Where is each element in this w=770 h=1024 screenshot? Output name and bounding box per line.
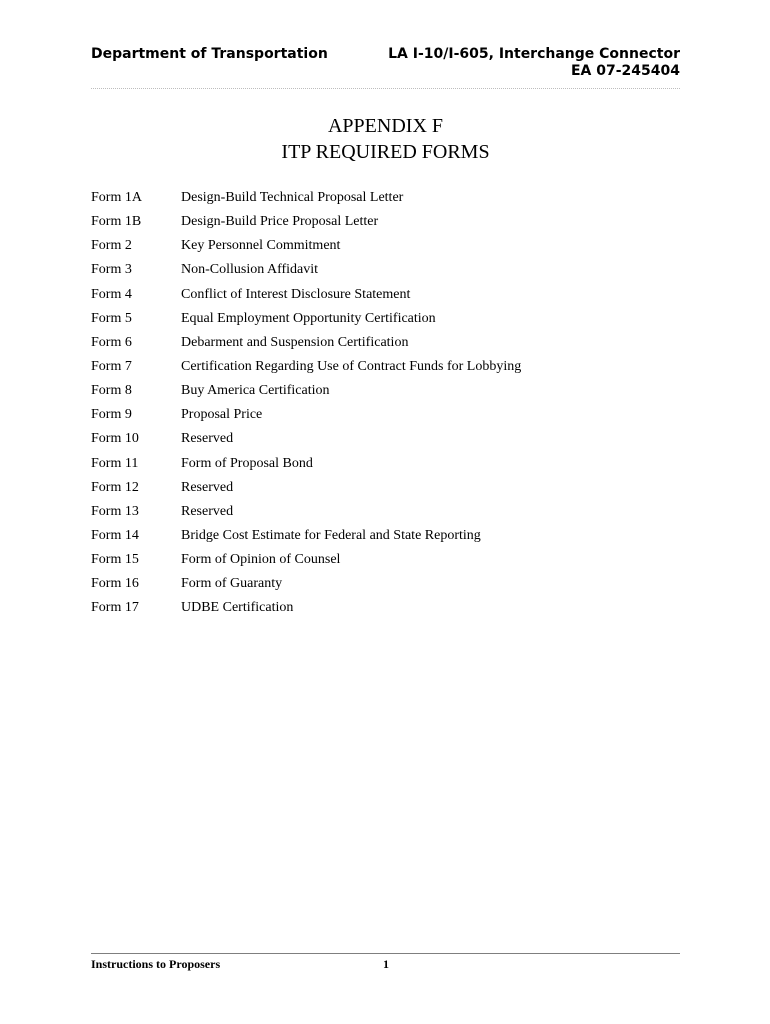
form-title: Reserved <box>181 503 234 519</box>
form-row <box>91 548 680 572</box>
form-row <box>91 307 680 331</box>
header-project-block <box>388 46 680 80</box>
form-title: Proposal Price <box>181 407 263 423</box>
form-title: Design-Build Price Proposal Letter <box>181 214 379 230</box>
form-number: Form 17 <box>91 600 139 616</box>
header-department: Department of Transportation <box>91 46 328 62</box>
form-number: Form 16 <box>91 576 139 592</box>
form-title: Conflict of Interest Disclosure Statement <box>181 286 411 302</box>
form-row <box>91 283 680 307</box>
form-number: Form 4 <box>91 286 132 302</box>
form-row <box>91 500 680 524</box>
form-row <box>91 596 680 620</box>
page-header <box>91 44 680 88</box>
form-title: Key Personnel Commitment <box>181 238 341 254</box>
form-number: Form 7 <box>91 358 132 374</box>
header-project: LA I-10/I-605, Interchange Connector <box>388 46 680 62</box>
footer-page-number: 1 <box>383 957 389 971</box>
form-number: Form 5 <box>91 310 132 326</box>
form-title: Reserved <box>181 479 234 495</box>
form-row <box>91 210 680 234</box>
form-row <box>91 524 680 548</box>
form-row <box>91 186 680 210</box>
form-row <box>91 258 680 282</box>
form-row <box>91 452 680 476</box>
form-title: Form of Proposal Bond <box>181 455 313 471</box>
form-row <box>91 476 680 500</box>
form-row <box>91 331 680 355</box>
appendix-title: APPENDIX F <box>327 115 444 137</box>
form-row <box>91 427 680 451</box>
form-number: Form 1A <box>91 190 142 205</box>
form-number: Form 1B <box>91 214 142 230</box>
form-title: Design-Build Technical Proposal Letter <box>181 190 404 205</box>
page-title <box>91 113 680 165</box>
form-title: Form of Guaranty <box>181 576 283 592</box>
header-ea-number: EA 07-245404 <box>570 63 680 79</box>
form-number: Form 11 <box>91 455 139 471</box>
form-number: Form 2 <box>91 238 132 254</box>
appendix-subtitle: ITP REQUIRED FORMS <box>281 141 490 163</box>
form-title: UDBE Certification <box>181 600 294 616</box>
form-title: Buy America Certification <box>181 383 330 399</box>
form-number: Form 10 <box>91 431 139 447</box>
header-divider <box>91 88 680 89</box>
form-row <box>91 379 680 403</box>
form-title: Debarment and Suspension Certification <box>181 334 409 350</box>
form-title: Non-Collusion Affidavit <box>181 262 319 278</box>
footer-divider <box>91 953 680 954</box>
form-number: Form 9 <box>91 407 132 423</box>
forms-list <box>91 186 680 621</box>
form-title: Equal Employment Opportunity Certification <box>181 310 436 326</box>
form-number: Form 12 <box>91 479 139 495</box>
form-title: Bridge Cost Estimate for Federal and State Reporting <box>181 527 481 543</box>
form-number: Form 6 <box>91 334 132 350</box>
form-title: Form of Opinion of Counsel <box>181 552 341 568</box>
form-row <box>91 355 680 379</box>
form-title: Certification Regarding Use of Contract Funds for Lobbying <box>181 358 522 374</box>
form-row <box>91 572 680 596</box>
form-number: Form 13 <box>91 503 139 519</box>
form-number: Form 8 <box>91 383 132 399</box>
footer-section: Instructions to Proposers <box>91 957 221 971</box>
form-title: Reserved <box>181 431 234 447</box>
form-number: Form 14 <box>91 527 139 543</box>
form-number: Form 3 <box>91 262 132 278</box>
form-row <box>91 234 680 258</box>
form-number: Form 15 <box>91 552 139 568</box>
form-row <box>91 403 680 427</box>
